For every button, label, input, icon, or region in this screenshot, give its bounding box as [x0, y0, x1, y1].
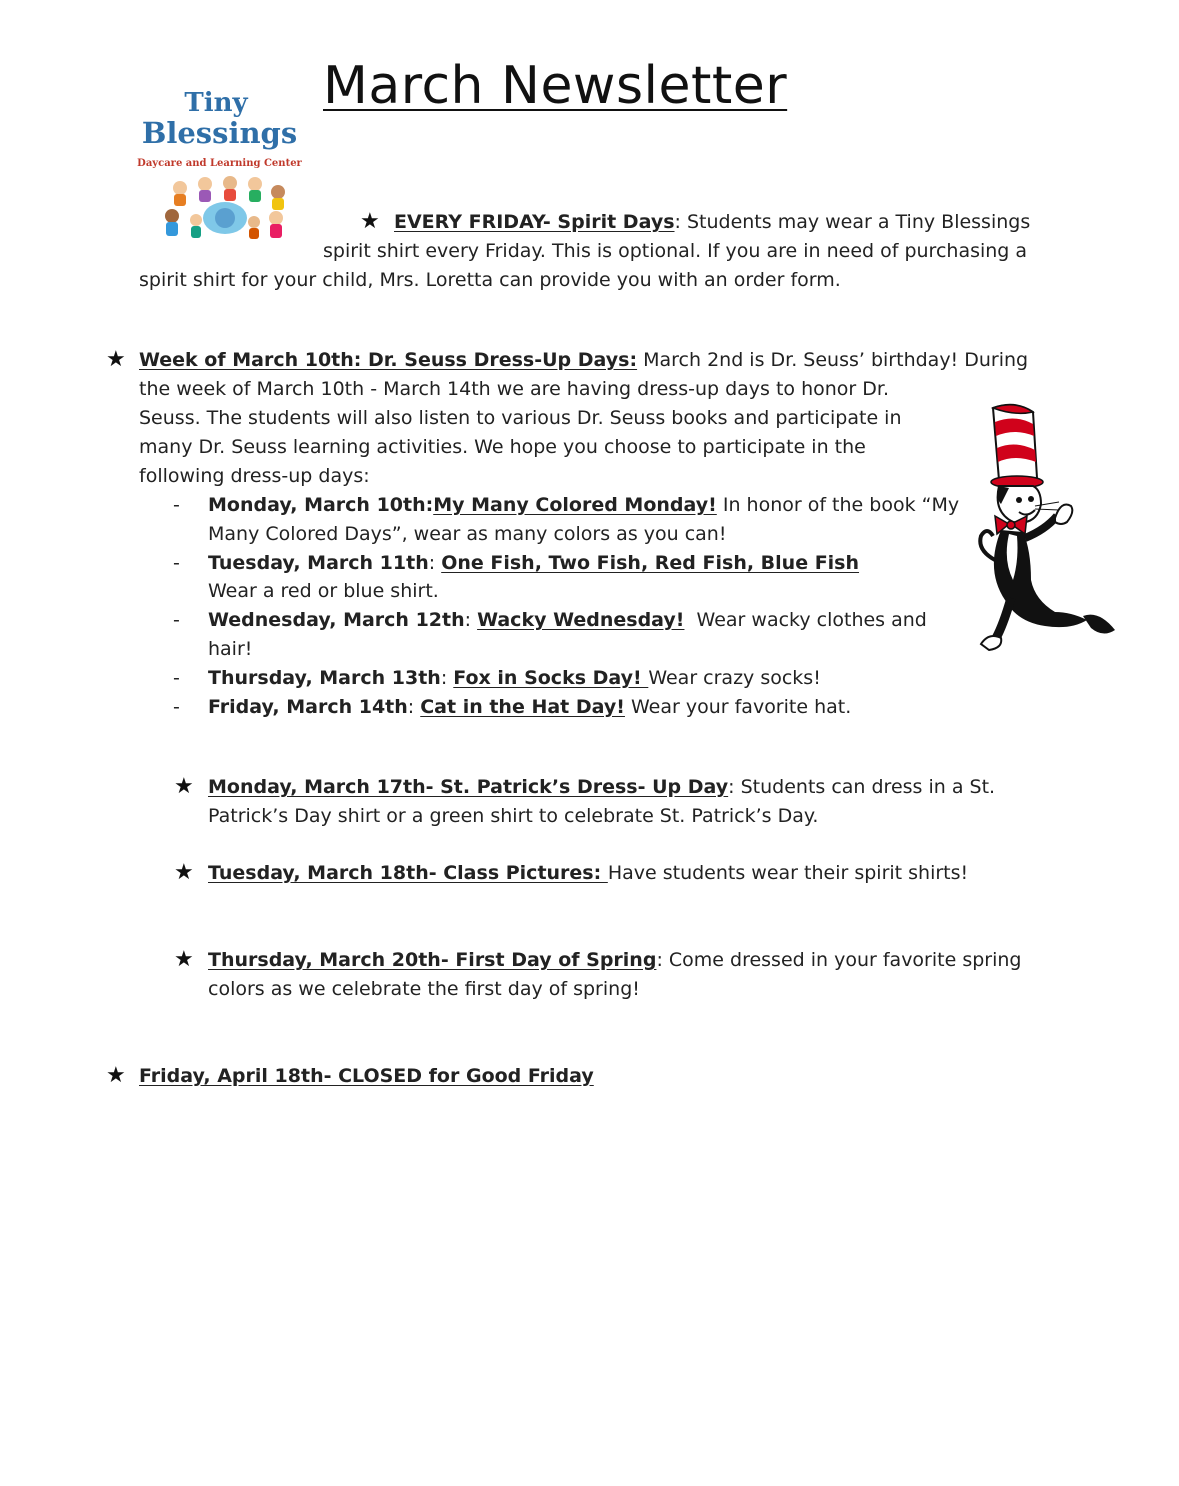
day-description-cont: Many Colored Days”, wear as many colors as you can!: [208, 523, 727, 545]
spirit-days-text: : Students may wear a Tiny Blessings: [674, 211, 1031, 233]
event-heading: Monday, March 17th- St. Patrick’s Dress- Up Day: [208, 776, 729, 798]
dash-bullet: -: [173, 609, 180, 631]
day-theme: One Fish, Two Fish, Red Fish, Blue Fish: [441, 552, 860, 574]
event-text: : Come dressed in your favorite spring: [656, 949, 1022, 971]
dress-up-day-item: [208, 693, 851, 722]
day-description: In honor of the book “My: [716, 494, 960, 516]
dress-up-day-item: [208, 606, 927, 635]
event-text: Have students wear their spirit shirts!: [607, 862, 969, 884]
tiny-blessings-logo: [132, 88, 307, 243]
seuss-line-1: [139, 346, 1028, 375]
day-theme: Fox in Socks Day!: [453, 667, 649, 689]
spirit-days-line-1: [394, 208, 1030, 237]
day-theme: My Many Colored Monday!: [433, 494, 717, 516]
day-label: Monday, March 10th:: [208, 494, 434, 516]
day-label: Thursday, March 13th: [208, 667, 441, 689]
day-description: Wear crazy socks!: [648, 667, 821, 689]
seuss-line-4: many Dr. Seuss learning activities. We hope you choose to participate in the: [139, 436, 866, 458]
seuss-line-2: the week of March 10th - March 14th we are having dress-up days to honor Dr.: [139, 378, 890, 400]
spirit-days-line-3: spirit shirt for your child, Mrs. Loretta can provide you with an order form.: [139, 269, 841, 291]
seuss-intro-text: March 2nd is Dr. Seuss’ birthday! During: [637, 349, 1029, 371]
day-label: Tuesday, March 11th: [208, 552, 429, 574]
logo-word-blessings: Blessings: [141, 116, 298, 150]
seuss-line-3: Seuss. The students will also listen to various Dr. Seuss books and participate in: [139, 407, 902, 429]
event-text: : Students can dress in a St.: [728, 776, 996, 798]
dash-bullet: -: [173, 552, 180, 574]
day-description: Wear your favorite hat.: [624, 696, 852, 718]
cat-in-the-hat-icon: [975, 400, 1125, 655]
page-title: March Newsletter: [323, 56, 788, 116]
star-bullet-icon: ★: [360, 209, 380, 234]
day-separator: :: [428, 552, 442, 574]
event-item: [208, 859, 968, 888]
star-bullet-icon: ★: [174, 947, 194, 972]
day-label: Wednesday, March 12th: [208, 609, 465, 631]
event-item: [208, 773, 995, 802]
day-separator: :: [407, 696, 421, 718]
spirit-days-line-2: spirit shirt every Friday. This is optional. If you are in need of purchasing a: [323, 240, 1028, 262]
day-theme: Wacky Wednesday!: [477, 609, 685, 631]
seuss-heading: Week of March 10th: Dr. Seuss Dress-Up Days:: [139, 349, 638, 371]
event-text-cont: Patrick’s Day shirt or a green shirt to celebrate St. Patrick’s Day.: [208, 805, 819, 827]
event-text-cont: colors as we celebrate the first day of spring!: [208, 978, 640, 1000]
closure-heading: Friday, April 18th- CLOSED for Good Friday: [139, 1065, 594, 1087]
day-description-cont: hair!: [208, 638, 253, 660]
seuss-line-5: following dress-up days:: [139, 465, 370, 487]
star-bullet-icon: ★: [174, 860, 194, 885]
dress-up-day-item: [208, 491, 959, 520]
dress-up-day-item: [208, 664, 821, 693]
logo-subtitle: Daycare and Learning Center: [137, 158, 302, 169]
logo-word-tiny: Tiny: [184, 88, 248, 118]
day-separator: :: [464, 609, 478, 631]
day-separator: :: [440, 667, 454, 689]
children-illustration-icon: [160, 174, 290, 240]
star-bullet-icon: ★: [174, 774, 194, 799]
spirit-days-heading: EVERY FRIDAY- Spirit Days: [394, 211, 675, 233]
day-description-cont: Wear a red or blue shirt.: [208, 580, 439, 602]
day-label: Friday, March 14th: [208, 696, 408, 718]
dash-bullet: -: [173, 494, 180, 516]
closure-notice: [139, 1062, 594, 1091]
star-bullet-icon: ★: [106, 1063, 126, 1088]
event-item: [208, 946, 1021, 975]
event-heading: Tuesday, March 18th- Class Pictures:: [208, 862, 608, 884]
dash-bullet: -: [173, 696, 180, 718]
star-bullet-icon: ★: [106, 347, 126, 372]
event-heading: Thursday, March 20th- First Day of Spring: [208, 949, 657, 971]
day-description: Wear wacky clothes and: [684, 609, 927, 631]
day-theme: Cat in the Hat Day!: [420, 696, 625, 718]
dress-up-day-item: [208, 549, 859, 578]
dash-bullet: -: [173, 667, 180, 689]
